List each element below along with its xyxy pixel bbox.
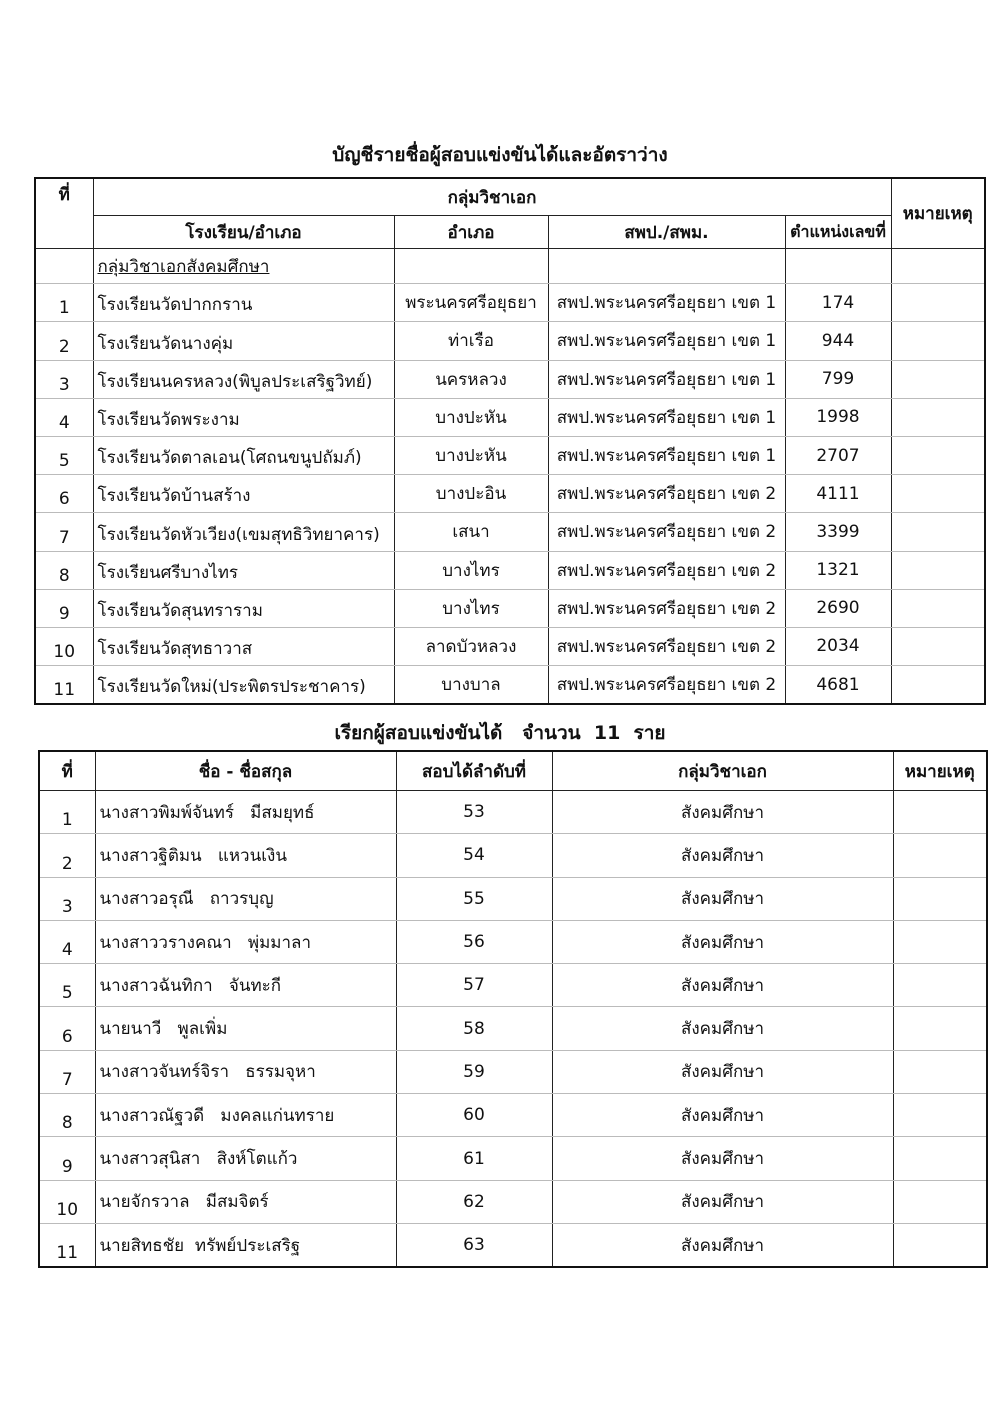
header-school: โรงเรียน/อำเภอ [93, 216, 394, 249]
table-row [35, 284, 985, 322]
table-row [35, 666, 985, 705]
remark-cell [891, 475, 985, 513]
candidate-name: นายนาวี พูลเพิ่ม [95, 1007, 396, 1050]
candidate-name: นางสาวฐิติมน แหวนเงิน [95, 834, 396, 877]
office-name: สพป.พระนครศรีอยุธยา เขต 2 [548, 475, 785, 513]
candidate-name: นางสาวอรุณี ถาวรบุญ [95, 877, 396, 920]
header-major-group: กลุ่มวิชาเอก [552, 751, 893, 791]
office-name: สพป.พระนครศรีอยุธยา เขต 2 [548, 627, 785, 665]
major-group: สังคมศึกษา [552, 1050, 893, 1093]
school-name: โรงเรียนวัดหัวเวียง(เขมสุทธิวิทยาคาร) [93, 513, 394, 551]
office-name: สพป.พระนครศรีอยุธยา เขต 2 [548, 666, 785, 705]
row-no: 1 [39, 791, 95, 834]
remark-cell [893, 791, 987, 834]
school-name: โรงเรียนวัดสุทธาวาส [93, 627, 394, 665]
row-no: 2 [39, 834, 95, 877]
position-number: 174 [785, 284, 891, 322]
district-name: บางไทร [394, 589, 548, 627]
position-number: 4681 [785, 666, 891, 705]
candidate-name: นางสาวณัฐวดี มงคลแก่นทราย [95, 1094, 396, 1137]
remark-cell [893, 834, 987, 877]
row-no: 11 [39, 1223, 95, 1267]
header-district: อำเภอ [394, 216, 548, 249]
row-no: 11 [35, 666, 93, 705]
position-number: 944 [785, 322, 891, 360]
school-name: โรงเรียนนครหลวง(พิบูลประเสริฐวิทย์) [93, 360, 394, 398]
header-no: ที่ [35, 178, 93, 249]
table-row [39, 1180, 987, 1223]
table-row [35, 398, 985, 436]
table-row [35, 589, 985, 627]
remark-cell [891, 666, 985, 705]
major-group: สังคมศึกษา [552, 964, 893, 1007]
major-group: สังคมศึกษา [552, 920, 893, 963]
school-name: โรงเรียนวัดปากกราน [93, 284, 394, 322]
remark-cell [891, 551, 985, 589]
remark-cell [891, 436, 985, 474]
remark-cell [893, 1050, 987, 1093]
district-name: พระนครศรีอยุธยา [394, 284, 548, 322]
table-row [35, 322, 985, 360]
table-row [39, 1223, 987, 1267]
office-name: สพป.พระนครศรีอยุธยา เขต 1 [548, 436, 785, 474]
major-group: สังคมศึกษา [552, 1223, 893, 1267]
remark-cell [891, 398, 985, 436]
office-name: สพป.พระนครศรีอยุธยา เขต 2 [548, 513, 785, 551]
vacancy-list-title: บัญชีรายชื่อผู้สอบแข่งขันได้และอัตราว่าง [332, 144, 668, 166]
table-row [39, 1050, 987, 1093]
candidate-name: นางสาววรางคณา พุ่มมาลา [95, 920, 396, 963]
group-row-remark [891, 249, 985, 284]
position-number: 2034 [785, 627, 891, 665]
table-row [39, 1137, 987, 1180]
group-row-position [785, 249, 891, 284]
district-name: บางไทร [394, 551, 548, 589]
row-no: 8 [39, 1094, 95, 1137]
position-number: 2707 [785, 436, 891, 474]
remark-cell [891, 513, 985, 551]
group-row [35, 249, 985, 284]
row-no: 7 [35, 513, 93, 551]
school-name: โรงเรียนวัดสุนทราราม [93, 589, 394, 627]
exam-rank: 55 [396, 877, 552, 920]
vacancy-table [34, 177, 986, 705]
office-name: สพป.พระนครศรีอยุธยา เขต 1 [548, 284, 785, 322]
header-remark: หมายเหตุ [893, 751, 987, 791]
group-row-office [548, 249, 785, 284]
major-group: สังคมศึกษา [552, 1180, 893, 1223]
row-no: 9 [35, 589, 93, 627]
header-rank: สอบได้ลำดับที่ [396, 751, 552, 791]
exam-rank: 57 [396, 964, 552, 1007]
remark-cell [893, 1137, 987, 1180]
remark-cell [891, 627, 985, 665]
position-number: 4111 [785, 475, 891, 513]
candidate-name: นางสาวสุนิสา สิงห์โตแก้ว [95, 1137, 396, 1180]
remark-cell [891, 589, 985, 627]
group-row-no [35, 249, 93, 284]
header-office: สพป./สพม. [548, 216, 785, 249]
school-name: โรงเรียนวัดใหม่(ประพิตรประชาคาร) [93, 666, 394, 705]
row-no: 10 [35, 627, 93, 665]
office-name: สพป.พระนครศรีอยุธยา เขต 2 [548, 589, 785, 627]
candidate-name: นายสิทธชัย ทรัพย์ประเสริฐ [95, 1223, 396, 1267]
row-no: 6 [35, 475, 93, 513]
district-name: บางบาล [394, 666, 548, 705]
district-name: บางปะอิน [394, 475, 548, 513]
exam-rank: 61 [396, 1137, 552, 1180]
candidate-name: นางสาวพิมพ์จันทร์ มีสมยุทธ์ [95, 791, 396, 834]
major-group: สังคมศึกษา [552, 1137, 893, 1180]
header-name: ชื่อ - ชื่อสกุล [95, 751, 396, 791]
exam-rank: 53 [396, 791, 552, 834]
table-row [39, 791, 987, 834]
row-no: 10 [39, 1180, 95, 1223]
candidate-name: นายจักรวาล มีสมจิตร์ [95, 1180, 396, 1223]
table-row [35, 513, 985, 551]
row-no: 6 [39, 1007, 95, 1050]
office-name: สพป.พระนครศรีอยุธยา เขต 1 [548, 322, 785, 360]
remark-cell [893, 1007, 987, 1050]
table-row [39, 1094, 987, 1137]
remark-cell [893, 1223, 987, 1267]
exam-rank: 56 [396, 920, 552, 963]
remark-cell [893, 877, 987, 920]
remark-cell [893, 964, 987, 1007]
district-name: เสนา [394, 513, 548, 551]
school-name: โรงเรียนวัดตาลเอน(โศถนขนูปถัมภ์) [93, 436, 394, 474]
group-row-district [394, 249, 548, 284]
office-name: สพป.พระนครศรีอยุธยา เขต 1 [548, 398, 785, 436]
group-label: กลุ่มวิชาเอกสังคมศึกษา [93, 249, 394, 284]
header-remark: หมายเหตุ [891, 178, 985, 249]
school-name: โรงเรียนวัดนางคุ่ม [93, 322, 394, 360]
position-number: 3399 [785, 513, 891, 551]
row-no: 8 [35, 551, 93, 589]
table-row [35, 436, 985, 474]
district-name: ลาดบัวหลวง [394, 627, 548, 665]
exam-rank: 62 [396, 1180, 552, 1223]
remark-cell [893, 1094, 987, 1137]
exam-rank: 63 [396, 1223, 552, 1267]
candidate-name: นางสาวจันทร์จิรา ธรรมจุหา [95, 1050, 396, 1093]
major-group: สังคมศึกษา [552, 834, 893, 877]
table-row [35, 360, 985, 398]
row-no: 1 [35, 284, 93, 322]
major-group: สังคมศึกษา [552, 1007, 893, 1050]
position-number: 799 [785, 360, 891, 398]
row-no: 7 [39, 1050, 95, 1093]
table-row [39, 1007, 987, 1050]
table-row [39, 920, 987, 963]
table-row [35, 475, 985, 513]
row-no: 4 [35, 398, 93, 436]
position-number: 2690 [785, 589, 891, 627]
exam-rank: 60 [396, 1094, 552, 1137]
row-no: 2 [35, 322, 93, 360]
table-row [39, 877, 987, 920]
office-name: สพป.พระนครศรีอยุธยา เขต 2 [548, 551, 785, 589]
exam-rank: 59 [396, 1050, 552, 1093]
position-number: 1998 [785, 398, 891, 436]
district-name: บางปะหัน [394, 398, 548, 436]
remark-cell [891, 322, 985, 360]
row-no: 5 [39, 964, 95, 1007]
district-name: ท่าเรือ [394, 322, 548, 360]
position-number: 1321 [785, 551, 891, 589]
candidate-name: นางสาวฉันทิกา จันทะกี [95, 964, 396, 1007]
remark-cell [891, 284, 985, 322]
table-row [39, 834, 987, 877]
remark-cell [893, 920, 987, 963]
district-name: บางปะหัน [394, 436, 548, 474]
called-candidates-title: เรียกผู้สอบแข่งขันได้ จำนวน 11 ราย [334, 722, 666, 744]
table-row [35, 627, 985, 665]
table-row [39, 964, 987, 1007]
major-group: สังคมศึกษา [552, 877, 893, 920]
row-no: 3 [35, 360, 93, 398]
school-name: โรงเรียนวัดบ้านสร้าง [93, 475, 394, 513]
school-name: โรงเรียนวัดพระงาม [93, 398, 394, 436]
row-no: 4 [39, 920, 95, 963]
major-group: สังคมศึกษา [552, 1094, 893, 1137]
major-group: สังคมศึกษา [552, 791, 893, 834]
table-row [35, 551, 985, 589]
remark-cell [893, 1180, 987, 1223]
district-name: นครหลวง [394, 360, 548, 398]
school-name: โรงเรียนศรีบางไทร [93, 551, 394, 589]
exam-rank: 54 [396, 834, 552, 877]
exam-rank: 58 [396, 1007, 552, 1050]
header-no: ที่ [39, 751, 95, 791]
row-no: 3 [39, 877, 95, 920]
remark-cell [891, 360, 985, 398]
candidates-table [38, 750, 988, 1268]
row-no: 5 [35, 436, 93, 474]
header-major-group: กลุ่มวิชาเอก [93, 178, 891, 216]
office-name: สพป.พระนครศรีอยุธยา เขต 1 [548, 360, 785, 398]
header-position: ตำแหน่งเลขที่ [785, 216, 891, 249]
row-no: 9 [39, 1137, 95, 1180]
